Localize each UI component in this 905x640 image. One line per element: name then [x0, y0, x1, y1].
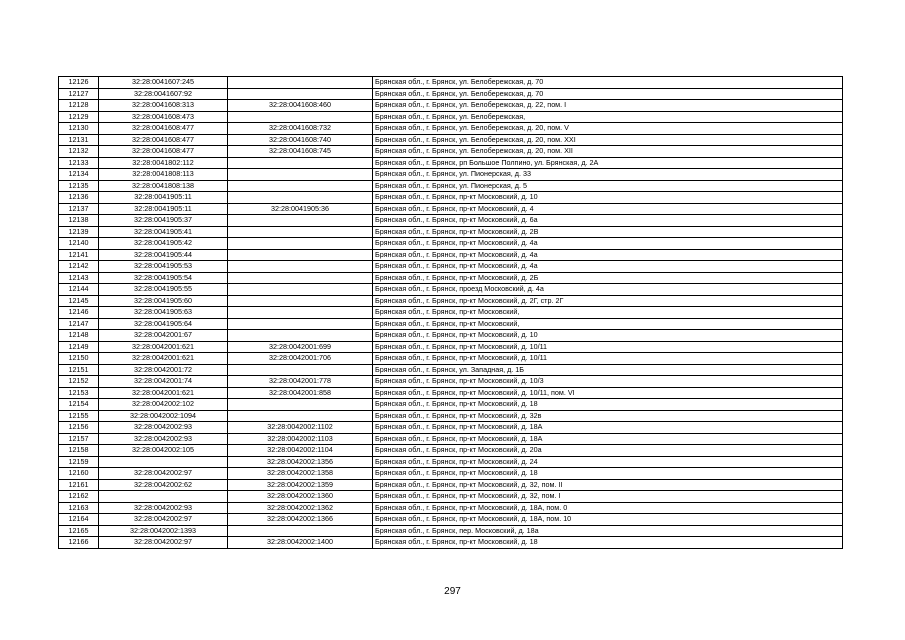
premises-cadastral-number-cell: 32:28:0042002:1360	[228, 491, 373, 503]
cadastral-number-cell: 32:28:0041802:112	[99, 157, 228, 169]
address-cell: Брянская обл., г. Брянск, пр-кт Московский, д. 10	[373, 192, 843, 204]
table-row	[59, 146, 843, 158]
table-row	[59, 318, 843, 330]
row-number-cell: 12165	[59, 525, 99, 537]
cadastral-number-cell: 32:28:0042002:93	[99, 422, 228, 434]
premises-cadastral-number-cell	[228, 318, 373, 330]
cadastral-number-cell: 32:28:0042002:105	[99, 445, 228, 457]
row-number-cell: 12143	[59, 272, 99, 284]
address-cell: Брянская обл., г. Брянск, пр-кт Московский, д. 32, пом. I	[373, 491, 843, 503]
address-cell: Брянская обл., г. Брянск, пр-кт Московский, д. 2Б	[373, 272, 843, 284]
address-cell: Брянская обл., г. Брянск, проезд Московский, д. 4а	[373, 284, 843, 296]
address-cell: Брянская обл., г. Брянск, ул. Белобережская, д. 70	[373, 88, 843, 100]
address-cell: Брянская обл., г. Брянск, ул. Белобережская, д. 20, пом. XII	[373, 146, 843, 158]
table-row	[59, 180, 843, 192]
row-number-cell: 12150	[59, 353, 99, 365]
premises-cadastral-number-cell	[228, 157, 373, 169]
premises-cadastral-number-cell	[228, 272, 373, 284]
table-row	[59, 364, 843, 376]
premises-cadastral-number-cell: 32:28:0042001:699	[228, 341, 373, 353]
cadastral-number-cell: 32:28:0041905:53	[99, 261, 228, 273]
cadastral-number-cell: 32:28:0042002:102	[99, 399, 228, 411]
row-number-cell: 12146	[59, 307, 99, 319]
table-row	[59, 387, 843, 399]
cadastral-number-cell: 32:28:0042001:72	[99, 364, 228, 376]
table-row	[59, 491, 843, 503]
cadastral-number-cell: 32:28:0041905:55	[99, 284, 228, 296]
premises-cadastral-number-cell: 32:28:0041608:460	[228, 100, 373, 112]
address-cell: Брянская обл., г. Брянск, ул. Пионерская, д. 33	[373, 169, 843, 181]
address-cell: Брянская обл., г. Брянск, рп Большое Полпино, ул. Брянская, д. 2А	[373, 157, 843, 169]
table-row	[59, 238, 843, 250]
row-number-cell: 12153	[59, 387, 99, 399]
premises-cadastral-number-cell	[228, 215, 373, 227]
row-number-cell: 12138	[59, 215, 99, 227]
table-row	[59, 502, 843, 514]
premises-cadastral-number-cell	[228, 525, 373, 537]
table-row	[59, 111, 843, 123]
row-number-cell: 12148	[59, 330, 99, 342]
table-row	[59, 307, 843, 319]
cadastral-number-cell: 32:28:0041608:477	[99, 123, 228, 135]
premises-cadastral-number-cell	[228, 180, 373, 192]
registry-table	[58, 76, 843, 549]
row-number-cell: 12135	[59, 180, 99, 192]
cadastral-number-cell: 32:28:0041905:11	[99, 203, 228, 215]
cadastral-number-cell: 32:28:0041905:54	[99, 272, 228, 284]
address-cell: Брянская обл., г. Брянск, пер. Московский, д. 18а	[373, 525, 843, 537]
cadastral-number-cell: 32:28:0042002:97	[99, 514, 228, 526]
premises-cadastral-number-cell: 32:28:0042002:1400	[228, 537, 373, 549]
row-number-cell: 12129	[59, 111, 99, 123]
cadastral-number-cell: 32:28:0042001:621	[99, 341, 228, 353]
table-row	[59, 330, 843, 342]
premises-cadastral-number-cell	[228, 77, 373, 89]
premises-cadastral-number-cell: 32:28:0042001:858	[228, 387, 373, 399]
table-row	[59, 157, 843, 169]
row-number-cell: 12126	[59, 77, 99, 89]
table-row	[59, 123, 843, 135]
premises-cadastral-number-cell: 32:28:0042002:1359	[228, 479, 373, 491]
table-row	[59, 169, 843, 181]
address-cell: Брянская обл., г. Брянск, пр-кт Московский, д. 20а	[373, 445, 843, 457]
address-cell: Брянская обл., г. Брянск, пр-кт Московский, д. 4а	[373, 249, 843, 261]
table-row	[59, 341, 843, 353]
row-number-cell: 12166	[59, 537, 99, 549]
cadastral-number-cell	[99, 491, 228, 503]
premises-cadastral-number-cell: 32:28:0042002:1103	[228, 433, 373, 445]
row-number-cell: 12136	[59, 192, 99, 204]
address-cell: Брянская обл., г. Брянск, пр-кт Московский, д. 18А	[373, 422, 843, 434]
cadastral-number-cell: 32:28:0041905:44	[99, 249, 228, 261]
premises-cadastral-number-cell	[228, 364, 373, 376]
cadastral-number-cell: 32:28:0041905:42	[99, 238, 228, 250]
cadastral-number-cell: 32:28:0042002:97	[99, 537, 228, 549]
cadastral-number-cell: 32:28:0041607:245	[99, 77, 228, 89]
premises-cadastral-number-cell	[228, 295, 373, 307]
address-cell: Брянская обл., г. Брянск, пр-кт Московский, д. 18А, пом. 0	[373, 502, 843, 514]
premises-cadastral-number-cell	[228, 169, 373, 181]
table-row	[59, 100, 843, 112]
premises-cadastral-number-cell	[228, 410, 373, 422]
cadastral-number-cell: 32:28:0041808:113	[99, 169, 228, 181]
row-number-cell: 12127	[59, 88, 99, 100]
table-row	[59, 514, 843, 526]
address-cell: Брянская обл., г. Брянск, пр-кт Московский, д. 32, пом. II	[373, 479, 843, 491]
address-cell: Брянская обл., г. Брянск, пр-кт Московский, д. 2Г, стр. 2Г	[373, 295, 843, 307]
premises-cadastral-number-cell: 32:28:0041905:36	[228, 203, 373, 215]
table-row	[59, 422, 843, 434]
row-number-cell: 12145	[59, 295, 99, 307]
cadastral-number-cell: 32:28:0041608:473	[99, 111, 228, 123]
table-row	[59, 456, 843, 468]
address-cell: Брянская обл., г. Брянск, пр-кт Московский, д. 24	[373, 456, 843, 468]
address-cell: Брянская обл., г. Брянск, пр-кт Московский, д. 18	[373, 468, 843, 480]
premises-cadastral-number-cell: 32:28:0042001:778	[228, 376, 373, 388]
premises-cadastral-number-cell: 32:28:0042002:1104	[228, 445, 373, 457]
address-cell: Брянская обл., г. Брянск, пр-кт Московский, д. 10/3	[373, 376, 843, 388]
row-number-cell: 12131	[59, 134, 99, 146]
cadastral-number-cell: 32:28:0041808:138	[99, 180, 228, 192]
cadastral-number-cell: 32:28:0041608:477	[99, 134, 228, 146]
address-cell: Брянская обл., г. Брянск, ул. Белобережская, д. 22, пом. I	[373, 100, 843, 112]
premises-cadastral-number-cell: 32:28:0042002:1356	[228, 456, 373, 468]
row-number-cell: 12158	[59, 445, 99, 457]
address-cell: Брянская обл., г. Брянск, пр-кт Московский,	[373, 307, 843, 319]
table-row	[59, 203, 843, 215]
table-row	[59, 295, 843, 307]
address-cell: Брянская обл., г. Брянск, ул. Белобережская, д. 70	[373, 77, 843, 89]
premises-cadastral-number-cell: 32:28:0042002:1358	[228, 468, 373, 480]
premises-cadastral-number-cell: 32:28:0042001:706	[228, 353, 373, 365]
row-number-cell: 12155	[59, 410, 99, 422]
cadastral-number-cell: 32:28:0042002:1094	[99, 410, 228, 422]
cadastral-number-cell	[99, 456, 228, 468]
cadastral-number-cell: 32:28:0041905:63	[99, 307, 228, 319]
table-row	[59, 249, 843, 261]
row-number-cell: 12152	[59, 376, 99, 388]
address-cell: Брянская обл., г. Брянск, пр-кт Московский, д. 4а	[373, 261, 843, 273]
cadastral-number-cell: 32:28:0042002:1393	[99, 525, 228, 537]
cadastral-number-cell: 32:28:0041905:60	[99, 295, 228, 307]
cadastral-number-cell: 32:28:0041905:64	[99, 318, 228, 330]
row-number-cell: 12130	[59, 123, 99, 135]
premises-cadastral-number-cell: 32:28:0041608:740	[228, 134, 373, 146]
table-row	[59, 134, 843, 146]
cadastral-number-cell: 32:28:0042001:74	[99, 376, 228, 388]
premises-cadastral-number-cell	[228, 238, 373, 250]
row-number-cell: 12137	[59, 203, 99, 215]
table-row	[59, 445, 843, 457]
address-cell: Брянская обл., г. Брянск, пр-кт Московский, д. 4а	[373, 238, 843, 250]
table-row	[59, 215, 843, 227]
premises-cadastral-number-cell	[228, 192, 373, 204]
premises-cadastral-number-cell	[228, 330, 373, 342]
cadastral-number-cell: 32:28:0041608:477	[99, 146, 228, 158]
premises-cadastral-number-cell	[228, 226, 373, 238]
premises-cadastral-number-cell	[228, 249, 373, 261]
cadastral-number-cell: 32:28:0042001:67	[99, 330, 228, 342]
table-row	[59, 376, 843, 388]
address-cell: Брянская обл., г. Брянск, ул. Белобережская, д. 20, пом. V	[373, 123, 843, 135]
address-cell: Брянская обл., г. Брянск, пр-кт Московский, д. 2В	[373, 226, 843, 238]
premises-cadastral-number-cell	[228, 284, 373, 296]
cadastral-number-cell: 32:28:0042001:621	[99, 353, 228, 365]
cadastral-number-cell: 32:28:0041905:37	[99, 215, 228, 227]
table-row	[59, 77, 843, 89]
cadastral-number-cell: 32:28:0041905:11	[99, 192, 228, 204]
premises-cadastral-number-cell	[228, 399, 373, 411]
row-number-cell: 12162	[59, 491, 99, 503]
premises-cadastral-number-cell: 32:28:0041608:732	[228, 123, 373, 135]
row-number-cell: 12161	[59, 479, 99, 491]
row-number-cell: 12141	[59, 249, 99, 261]
address-cell: Брянская обл., г. Брянск, ул. Белобережская, д. 20, пом. XXI	[373, 134, 843, 146]
table-row	[59, 479, 843, 491]
address-cell: Брянская обл., г. Брянск, пр-кт Московский,	[373, 318, 843, 330]
address-cell: Брянская обл., г. Брянск, пр-кт Московский, д. 4	[373, 203, 843, 215]
table-row	[59, 192, 843, 204]
table-row	[59, 468, 843, 480]
cadastral-number-cell: 32:28:0041608:313	[99, 100, 228, 112]
row-number-cell: 12147	[59, 318, 99, 330]
premises-cadastral-number-cell: 32:28:0042002:1362	[228, 502, 373, 514]
table-row	[59, 410, 843, 422]
row-number-cell: 12139	[59, 226, 99, 238]
table-row	[59, 399, 843, 411]
cadastral-number-cell: 32:28:0042002:93	[99, 502, 228, 514]
premises-cadastral-number-cell: 32:28:0041608:745	[228, 146, 373, 158]
address-cell: Брянская обл., г. Брянск, ул. Белобережская,	[373, 111, 843, 123]
row-number-cell: 12132	[59, 146, 99, 158]
address-cell: Брянская обл., г. Брянск, ул. Западная, д. 1Б	[373, 364, 843, 376]
table-row	[59, 537, 843, 549]
address-cell: Брянская обл., г. Брянск, пр-кт Московский, д. 18	[373, 537, 843, 549]
premises-cadastral-number-cell: 32:28:0042002:1366	[228, 514, 373, 526]
row-number-cell: 12133	[59, 157, 99, 169]
table-row	[59, 284, 843, 296]
table-row	[59, 272, 843, 284]
address-cell: Брянская обл., г. Брянск, пр-кт Московский, д. 6а	[373, 215, 843, 227]
premises-cadastral-number-cell	[228, 111, 373, 123]
row-number-cell: 12151	[59, 364, 99, 376]
row-number-cell: 12154	[59, 399, 99, 411]
address-cell: Брянская обл., г. Брянск, пр-кт Московский, д. 10	[373, 330, 843, 342]
address-cell: Брянская обл., г. Брянск, пр-кт Московский, д. 18А, пом. 10	[373, 514, 843, 526]
row-number-cell: 12142	[59, 261, 99, 273]
premises-cadastral-number-cell: 32:28:0042002:1102	[228, 422, 373, 434]
address-cell: Брянская обл., г. Брянск, ул. Пионерская, д. 5	[373, 180, 843, 192]
table-row	[59, 525, 843, 537]
row-number-cell: 12128	[59, 100, 99, 112]
cadastral-number-cell: 32:28:0042002:62	[99, 479, 228, 491]
cadastral-number-cell: 32:28:0042002:93	[99, 433, 228, 445]
address-cell: Брянская обл., г. Брянск, пр-кт Московский, д. 10/11	[373, 341, 843, 353]
row-number-cell: 12149	[59, 341, 99, 353]
row-number-cell: 12156	[59, 422, 99, 434]
page-number: 297	[444, 586, 461, 597]
table-row	[59, 433, 843, 445]
row-number-cell: 12140	[59, 238, 99, 250]
cadastral-number-cell: 32:28:0042002:97	[99, 468, 228, 480]
table-row	[59, 261, 843, 273]
address-cell: Брянская обл., г. Брянск, пр-кт Московский, д. 10/11	[373, 353, 843, 365]
table-row	[59, 88, 843, 100]
premises-cadastral-number-cell	[228, 88, 373, 100]
address-cell: Брянская обл., г. Брянск, пр-кт Московский, д. 18	[373, 399, 843, 411]
row-number-cell: 12134	[59, 169, 99, 181]
row-number-cell: 12159	[59, 456, 99, 468]
cadastral-number-cell: 32:28:0042001:621	[99, 387, 228, 399]
cadastral-number-cell: 32:28:0041905:41	[99, 226, 228, 238]
row-number-cell: 12144	[59, 284, 99, 296]
row-number-cell: 12157	[59, 433, 99, 445]
table-row	[59, 353, 843, 365]
premises-cadastral-number-cell	[228, 261, 373, 273]
row-number-cell: 12163	[59, 502, 99, 514]
row-number-cell: 12160	[59, 468, 99, 480]
table-row	[59, 226, 843, 238]
cadastral-number-cell: 32:28:0041607:92	[99, 88, 228, 100]
address-cell: Брянская обл., г. Брянск, пр-кт Московский, д. 32в	[373, 410, 843, 422]
registry-table-body	[59, 77, 843, 549]
row-number-cell: 12164	[59, 514, 99, 526]
address-cell: Брянская обл., г. Брянск, пр-кт Московский, д. 10/11, пом. VI	[373, 387, 843, 399]
address-cell: Брянская обл., г. Брянск, пр-кт Московский, д. 18А	[373, 433, 843, 445]
premises-cadastral-number-cell	[228, 307, 373, 319]
